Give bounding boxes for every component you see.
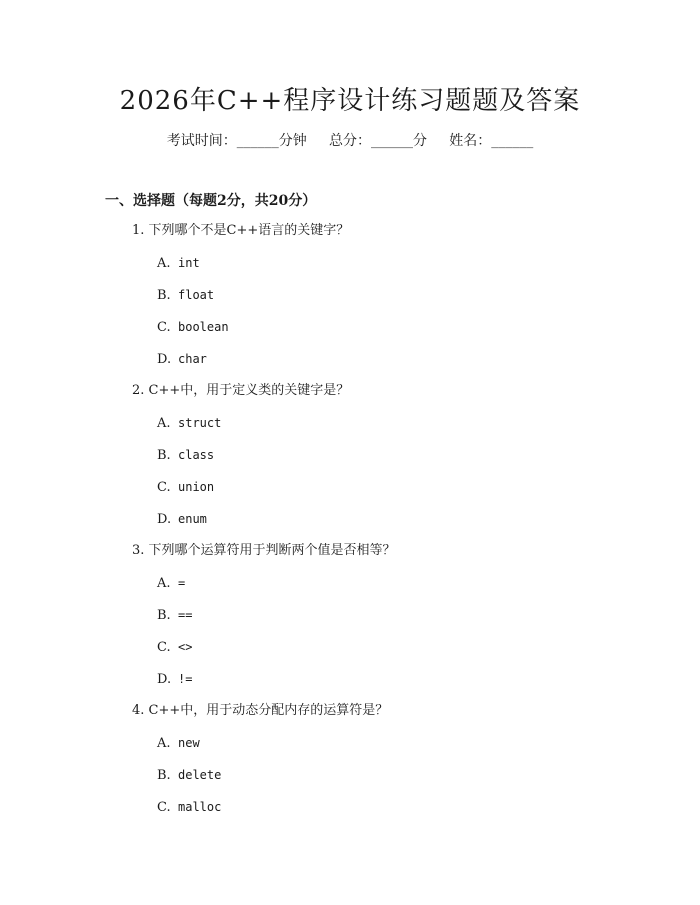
option-text: malloc: [178, 800, 222, 814]
question-1-option-a: [132, 253, 660, 285]
section-heading: 一、选择题（每题2分，共20分）: [105, 193, 317, 209]
option-text: char: [178, 352, 207, 366]
option-letter: C.: [157, 480, 171, 495]
option-text: boolean: [178, 320, 229, 334]
option-letter: D.: [157, 512, 172, 527]
question-stem-1: 1. 下列哪个不是C++语言的关键字？: [132, 223, 350, 238]
option-text: =: [178, 576, 186, 590]
option-letter: C.: [157, 640, 171, 655]
option-letter: D.: [157, 352, 172, 367]
question-3-option-a: [132, 573, 660, 605]
question-3-option-b: [132, 605, 660, 637]
question-4-option-c: [132, 797, 660, 829]
question-2-option-a: [132, 413, 660, 445]
exam-info-line: 考试时间：______分钟 总分：______分 姓名：______: [166, 133, 534, 149]
question-1-option-c: [132, 317, 660, 349]
option-letter: A.: [157, 576, 171, 591]
option-letter: D.: [157, 672, 172, 687]
option-text: delete: [178, 768, 222, 782]
option-letter: B.: [157, 608, 171, 623]
option-text: struct: [178, 416, 222, 430]
question-list: [132, 221, 660, 829]
question-4-option-b: [132, 765, 660, 797]
option-letter: A.: [157, 256, 171, 271]
option-text: union: [178, 480, 215, 494]
question-4-option-a: [132, 733, 660, 765]
option-text: !=: [178, 672, 193, 686]
question-1-option-d: [132, 349, 660, 381]
option-text: int: [178, 256, 200, 270]
option-letter: B.: [157, 768, 171, 783]
option-text: class: [178, 448, 215, 462]
option-letter: B.: [157, 288, 171, 303]
question-stem-2: 2. C++中，用于定义类的关键字是？: [132, 383, 350, 398]
option-text: float: [178, 288, 215, 302]
question-stem-4: 4. C++中，用于动态分配内存的运算符是？: [132, 703, 389, 718]
option-letter: B.: [157, 448, 171, 463]
document-title: 2026年C++程序设计练习题题及答案: [119, 86, 581, 116]
question-2-option-c: [132, 477, 660, 509]
option-letter: C.: [157, 320, 171, 335]
option-letter: A.: [157, 416, 171, 431]
question-1-option-b: [132, 285, 660, 317]
question-3-option-d: [132, 669, 660, 701]
question-2-option-b: [132, 445, 660, 477]
option-text: enum: [178, 512, 207, 526]
question-3-option-c: [132, 637, 660, 669]
question-stem-3: 3. 下列哪个运算符用于判断两个值是否相等？: [132, 543, 396, 558]
option-text: <>: [178, 640, 193, 654]
option-text: ==: [178, 608, 193, 622]
option-letter: A.: [157, 736, 171, 751]
option-text: new: [178, 736, 200, 750]
question-2-option-d: [132, 509, 660, 541]
option-letter: C.: [157, 800, 171, 815]
